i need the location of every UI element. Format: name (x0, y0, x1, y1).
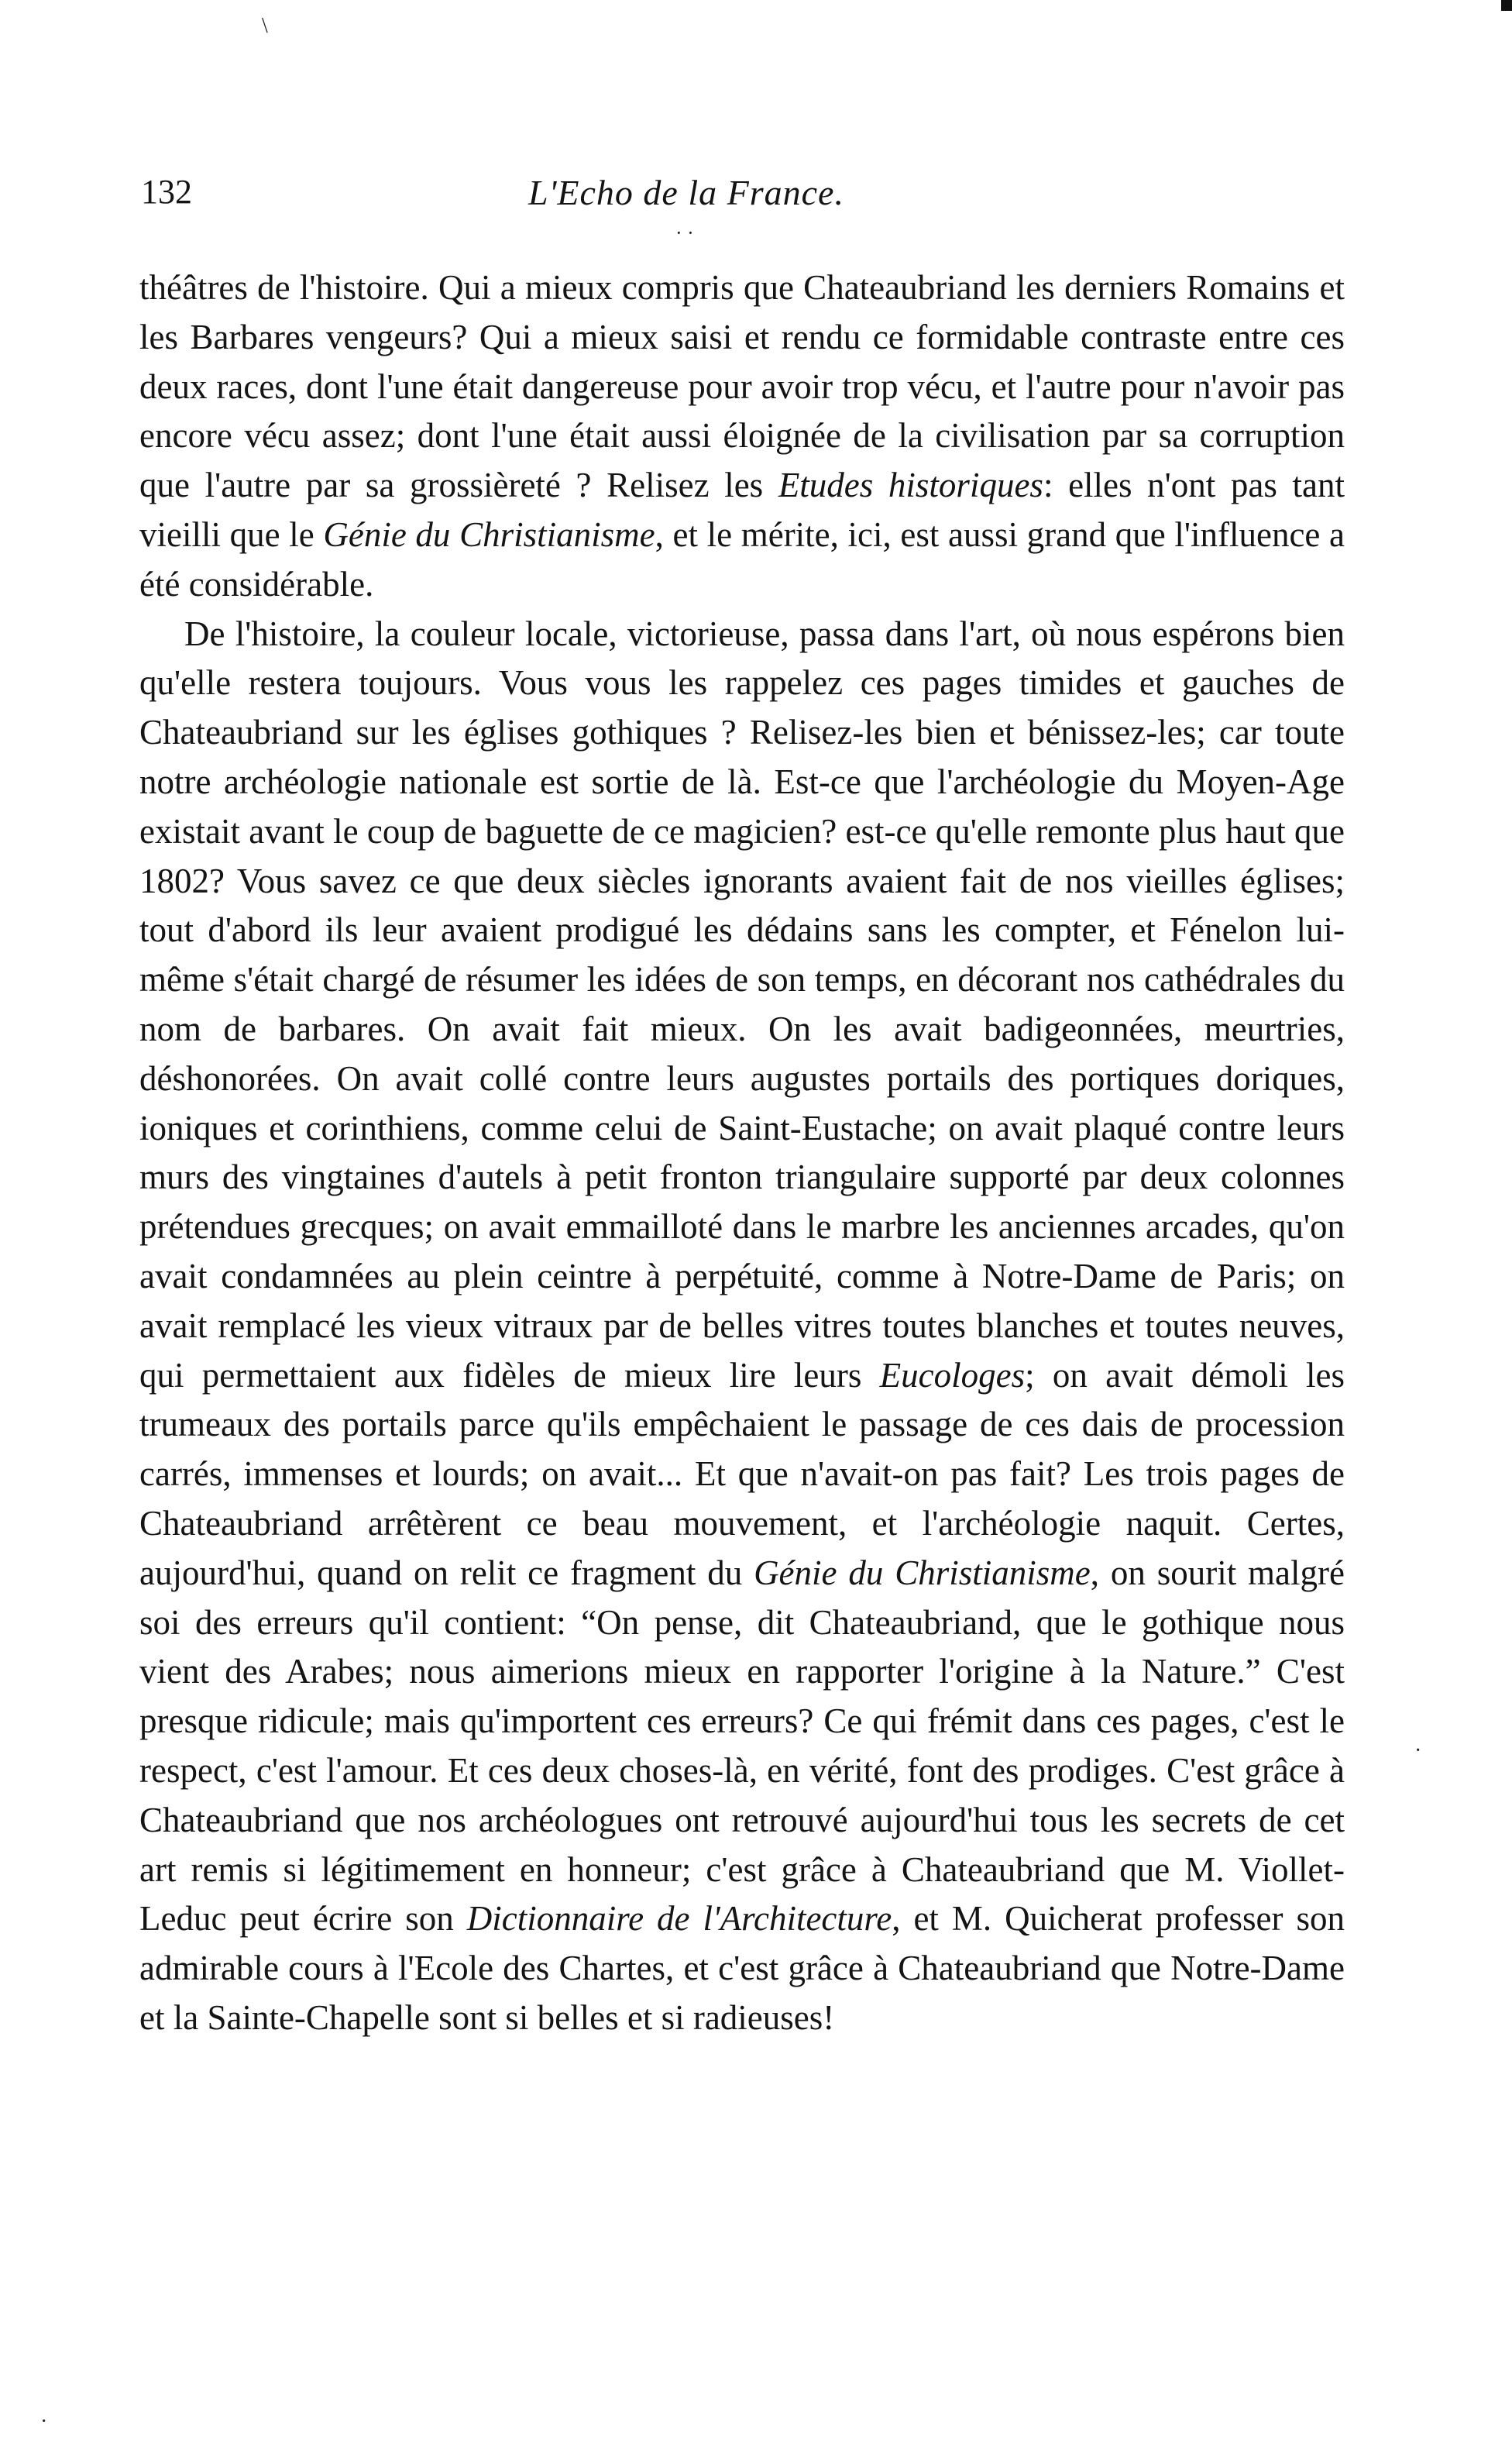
running-title: L'Echo de la France. (528, 173, 844, 212)
text-run: , et le mérite, ici, est aussi grand que l'influence a été considérable. (139, 514, 1345, 604)
text-run: , on sourit malgré soi des erreurs qu'il contient: “On pense, dit Chateaubriand, que le gothique nous vient des Arabes; nous aimerions mieux en rapporter l'origine à la Nature.” C'est presque ridicule; mais qu'importent ces erreurs? Ce qui frémit dans ces pages, c'est le respect, c'est l'amour. Et ces deux choses-là, en vérité, font des prodiges. C'est grâce à Chateaubriand que nos archéologues ont retrouvé aujourd'hui tous les secrets de cet art remis si légitimement en honneur; c'est grâce à Chateaubriand que M. Viollet-Leduc peut écrire son (139, 1553, 1345, 1939)
stray-mark-top: \ (262, 14, 268, 38)
text-run: théâtres de l'histoire. Qui a mieux compris que Chateaubriand les derniers Romains et les Barbares vengeurs? Qui a mieux saisi et rendu ce formidable contraste entre ces deux races, dont l'une était dangereuse pour avoir trop vécu, et l'autre pour n'avoir pas encore vécu assez; dont l'une était aussi éloignée de la civilisation par sa corruption que l'autre par sa grossièreté ? Relisez les (139, 268, 1345, 505)
italic-title-text: Etudes historiques (778, 466, 1043, 505)
paragraph (139, 263, 1345, 610)
body-text (139, 263, 1345, 2043)
text-run: De l'histoire, la couleur locale, victorieuse, passa dans l'art, où nous espérons bien qu'elle restera toujours. Vous vous les rappelez ces pages timides et gauches de Chateaubriand sur les églises gothiques ? Relisez-les bien et bénissez-les; car toute notre archéologie nationale est sortie de là. Est-ce que l'archéologie du Moyen-Age existait avant le coup de baguette de ce magicien? est-ce qu'elle remonte plus haut que 1802? Vous savez ce que deux siècles ignorants avaient fait de nos vieilles églises; tout d'abord ils leur avaient prodigué les dédains sans les compter, et Fénelon lui-même s'était chargé de résumer les idées de son temps, en décorant nos cathédrales du nom de barbares. On avait fait mieux. On les avait badigeonnées, meurtries, déshonorées. On avait collé contre leurs augustes portails des portiques doriques, ioniques et corinthiens, comme celui de Saint-Eustache; on avait plaqué contre leurs murs des vingtaines d'autels à petit fronton triangulaire supporté par deux colonnes prétendues grecques; on avait emmailloté dans le marbre les anciennes arcades, qu'on avait condamnées au plein ceintre à perpétuité, comme à Notre-Dame de Paris; on avait remplacé les vieux vitraux par de belles vitres toutes blanches et toutes neuves, qui permettaient aux fidèles de mieux lire leurs (139, 614, 1345, 1395)
page-number: 132 (141, 173, 192, 211)
text-run: : elles n'ont pas tant vieilli que le (139, 466, 1345, 554)
italic-title-text: Génie du Christianisme (754, 1553, 1091, 1592)
text-run: , et M. Quicherat professer son admirable cours à l'Ecole des Chartes, et c'est grâce à Chateaubriand que Notre-Dame et la Sainte-Chapelle sont si belles et si radieuses! (139, 1899, 1345, 2037)
page-header (141, 172, 1335, 226)
italic-title-text: Dictionnaire de l'Architecture (466, 1899, 892, 1939)
scan-corner-mark (1501, 0, 1512, 11)
text-run: ; on avait démoli les trumeaux des portails parce qu'ils empêchaient le passage de ces dais de procession carrés, immenses et lourds; on avait... Et que n'avait-on pas fait? Les trois pages de Chateaubriand arrêtèrent ce beau mouvement, et l'archéologie naquit. Certes, aujourd'hui, quand on relit ce fragment du (139, 1355, 1345, 1592)
stray-mark-margin: · (1414, 1739, 1422, 1763)
stray-dots-under-title: · · (675, 222, 694, 244)
italic-title-text: Génie du Christianisme (323, 514, 655, 554)
stray-mark-bottom: · (40, 2410, 48, 2434)
paragraph (139, 610, 1345, 2043)
italic-title-text: Eucologes (879, 1355, 1026, 1395)
